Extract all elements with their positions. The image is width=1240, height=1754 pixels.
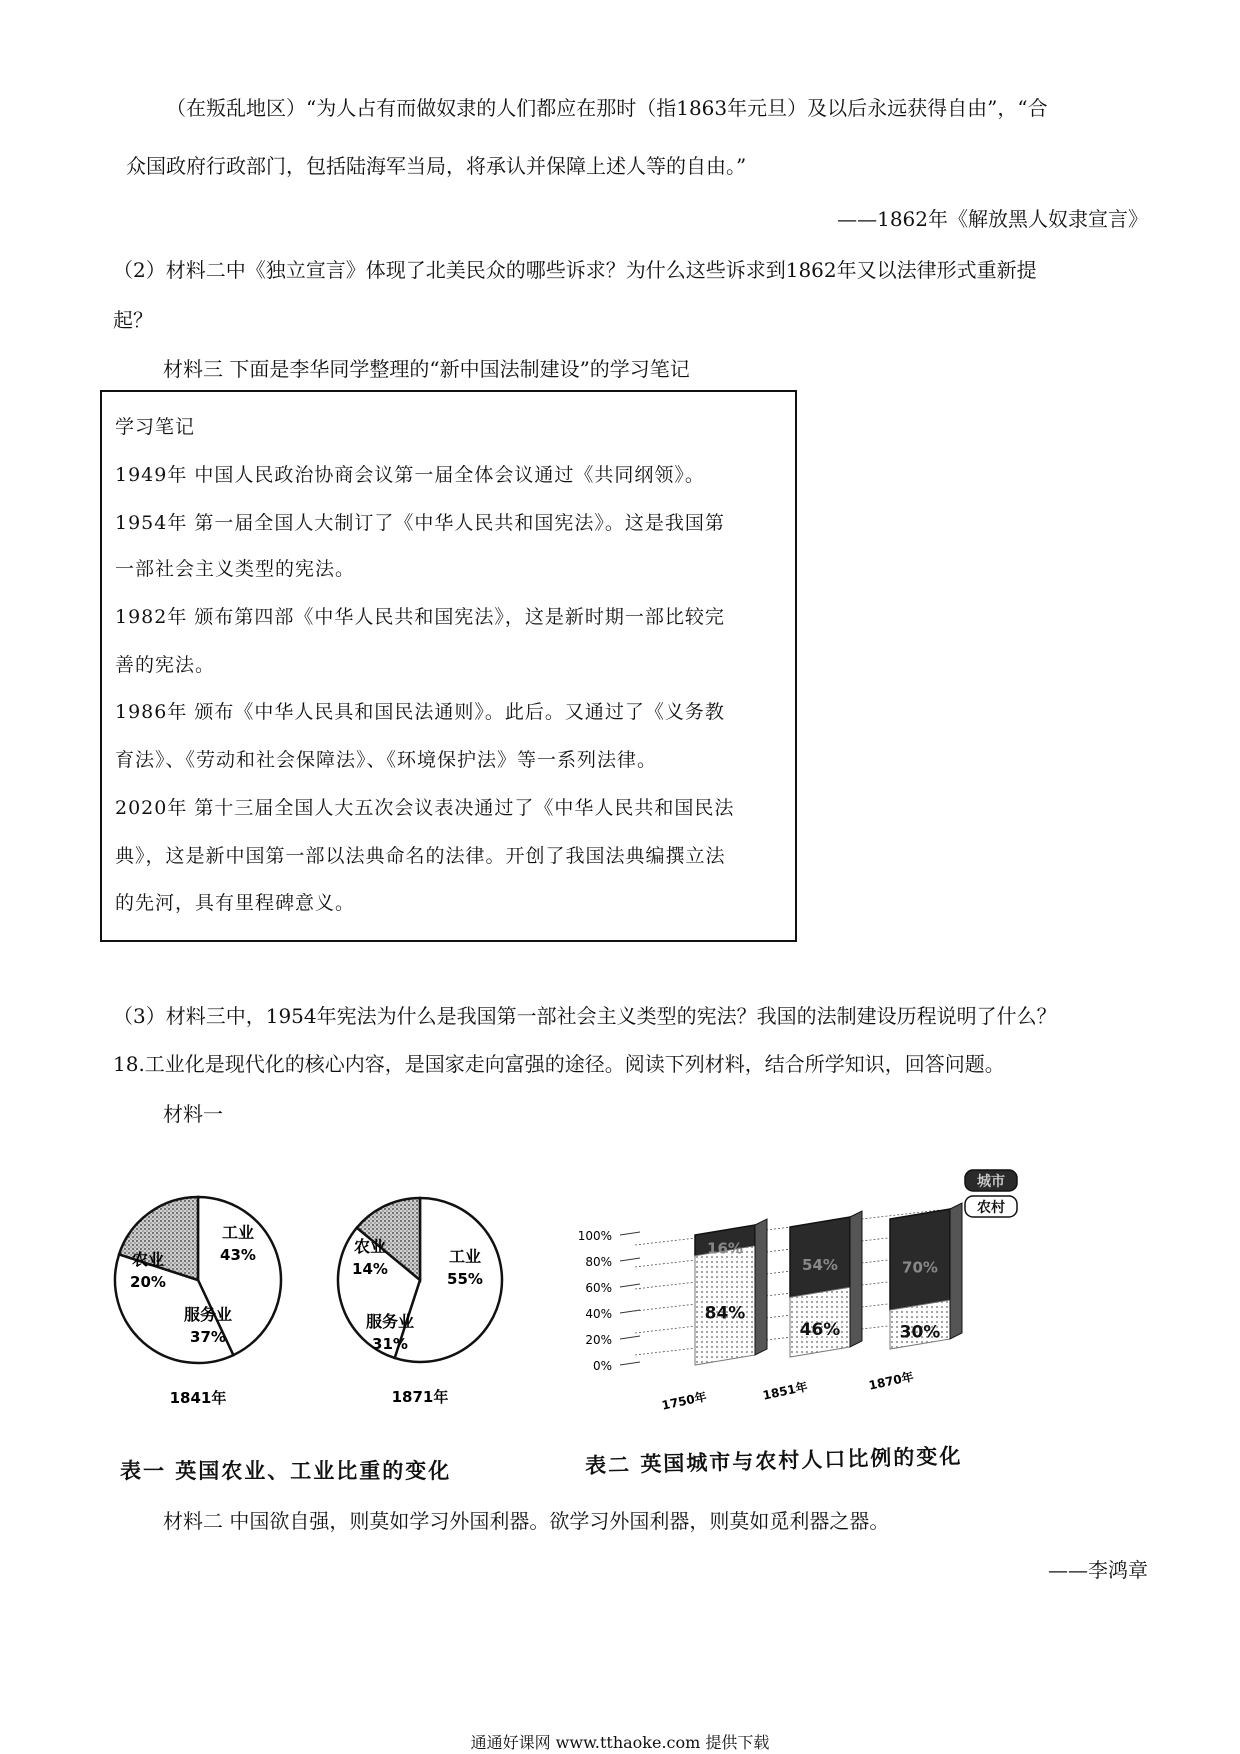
legend-label: 农村 xyxy=(977,1200,1005,1216)
notes-title: 学习笔记 xyxy=(115,416,196,438)
y-tick-label: 60% xyxy=(585,1281,612,1295)
pie-value-label: 37% xyxy=(190,1328,226,1346)
note-line: 1954年 第一届全国人大制订了《中华人民共和国宪法》。这是我国第 xyxy=(115,512,725,534)
urban-value-label: 16% xyxy=(707,1239,743,1258)
material-3-heading: 材料三 下面是李华同学整理的“新中国法制建设”的学习笔记 xyxy=(163,357,690,381)
question-2-cont: 起？ xyxy=(113,308,153,332)
material-1-heading: 材料一 xyxy=(163,1102,223,1126)
note-line: 1986年 颁布《中华人民具和国民法通则》。此后。又通过了《义务教 xyxy=(115,701,725,723)
question-2: （2）材料二中《独立宣言》体现了北美民众的哪些诉求？为什么这些诉求到1862年又以法律形式重新提 xyxy=(113,258,1037,282)
rural-value-label: 84% xyxy=(704,1303,746,1324)
pie-title: 1841年 xyxy=(169,1389,227,1407)
pie-value-label: 55% xyxy=(447,1270,483,1288)
note-line: 育法》、《劳动和社会保障法》、《环境保护法》等一系列法律。 xyxy=(115,749,658,771)
note-line: 善的宪法。 xyxy=(115,654,216,676)
pie-value-label: 14% xyxy=(352,1260,388,1278)
pie-chart-1871 xyxy=(338,1198,502,1406)
y-tick-label: 0% xyxy=(592,1359,612,1373)
bar-side xyxy=(950,1203,962,1339)
y-tick-label: 20% xyxy=(585,1333,612,1347)
figure-caption-1: 表一 英国农业、工业比重的变化 xyxy=(120,1458,452,1483)
population-chart xyxy=(578,1170,1017,1413)
pie-label: 农业 xyxy=(131,1250,165,1269)
y-tick-label: 80% xyxy=(585,1255,612,1269)
urban-value-label: 70% xyxy=(902,1258,938,1277)
grid-line xyxy=(620,1258,640,1261)
study-notes-box xyxy=(100,390,797,942)
question-3: （3）材料三中，1954年宪法为什么是我国第一部社会主义类型的宪法？我国的法制建设历程说明了什么？ xyxy=(113,1004,1057,1028)
text-line: 众国政府行政部门，包括陆海军当局，将承认并保障上述人等的自由。” xyxy=(126,154,747,178)
material-2: 材料二 中国欲自强，则莫如学习外国利器。欲学习外国利器，则莫如觅利器之器。 xyxy=(163,1509,890,1533)
question-18: 18.工业化是现代化的核心内容，是国家走向富强的途径。阅读下列材料，结合所学知识，回答问题。 xyxy=(113,1052,1005,1076)
pie-label: 服务业 xyxy=(365,1312,415,1331)
grid-line xyxy=(620,1336,640,1339)
source-attribution: ——1862年《解放黑人奴隶宣言》 xyxy=(837,207,1148,231)
material-2-source: ——李鸿章 xyxy=(1048,1558,1148,1582)
x-tick-label: 1870年 xyxy=(867,1369,915,1393)
text-line: （在叛乱地区）“为人占有而做奴隶的人们都应在那时（指1863年元旦）及以后永远获得自由”，“合 xyxy=(166,96,1048,120)
grid-line xyxy=(620,1310,640,1313)
grid-line xyxy=(620,1362,640,1365)
pie-value-label: 31% xyxy=(372,1335,408,1353)
note-line: 的先河，具有里程碑意义。 xyxy=(115,892,356,914)
note-line: 一部社会主义类型的宪法。 xyxy=(115,558,356,580)
pie-value-label: 43% xyxy=(220,1246,256,1264)
rural-value-label: 46% xyxy=(799,1320,841,1341)
grid-line xyxy=(620,1284,640,1287)
x-tick-label: 1851年 xyxy=(761,1379,809,1403)
pie-label: 工业 xyxy=(448,1247,482,1266)
note-line: 典》，这是新中国第一部以法典命名的法律。开创了我国法典编撰立法 xyxy=(115,845,726,867)
urban-value-label: 54% xyxy=(802,1256,838,1275)
pie-label: 工业 xyxy=(221,1223,255,1242)
material-1-charts xyxy=(100,1140,1030,1440)
pie-value-label: 20% xyxy=(130,1273,166,1291)
pie-chart-1841 xyxy=(115,1197,281,1407)
footer: 通通好课网 www.tthaoke.com 提供下载 xyxy=(470,1733,770,1752)
bar-side xyxy=(755,1219,767,1355)
rural-value-label: 30% xyxy=(899,1322,941,1343)
note-line: 2020年 第十三届全国人大五次会议表决通过了《中华人民共和国民法 xyxy=(115,797,735,819)
legend-label: 城市 xyxy=(977,1174,1005,1190)
x-tick-label: 1750年 xyxy=(660,1389,708,1413)
note-line: 1949年 中国人民政治协商会议第一届全体会议通过《共同纲领》。 xyxy=(115,464,705,486)
pie-label: 服务业 xyxy=(183,1305,233,1324)
pie-label: 农业 xyxy=(353,1237,387,1256)
figure-caption-2: 表二 英国城市与农村人口比例的变化 xyxy=(584,1443,963,1478)
note-line: 1982年 颁布第四部《中华人民共和国宪法》，这是新时期一部比较完 xyxy=(115,606,725,628)
bar-side xyxy=(850,1211,862,1347)
grid-line xyxy=(620,1232,640,1235)
pie-title: 1871年 xyxy=(391,1388,449,1406)
y-tick-label: 40% xyxy=(585,1307,612,1321)
y-tick-label: 100% xyxy=(577,1229,612,1243)
